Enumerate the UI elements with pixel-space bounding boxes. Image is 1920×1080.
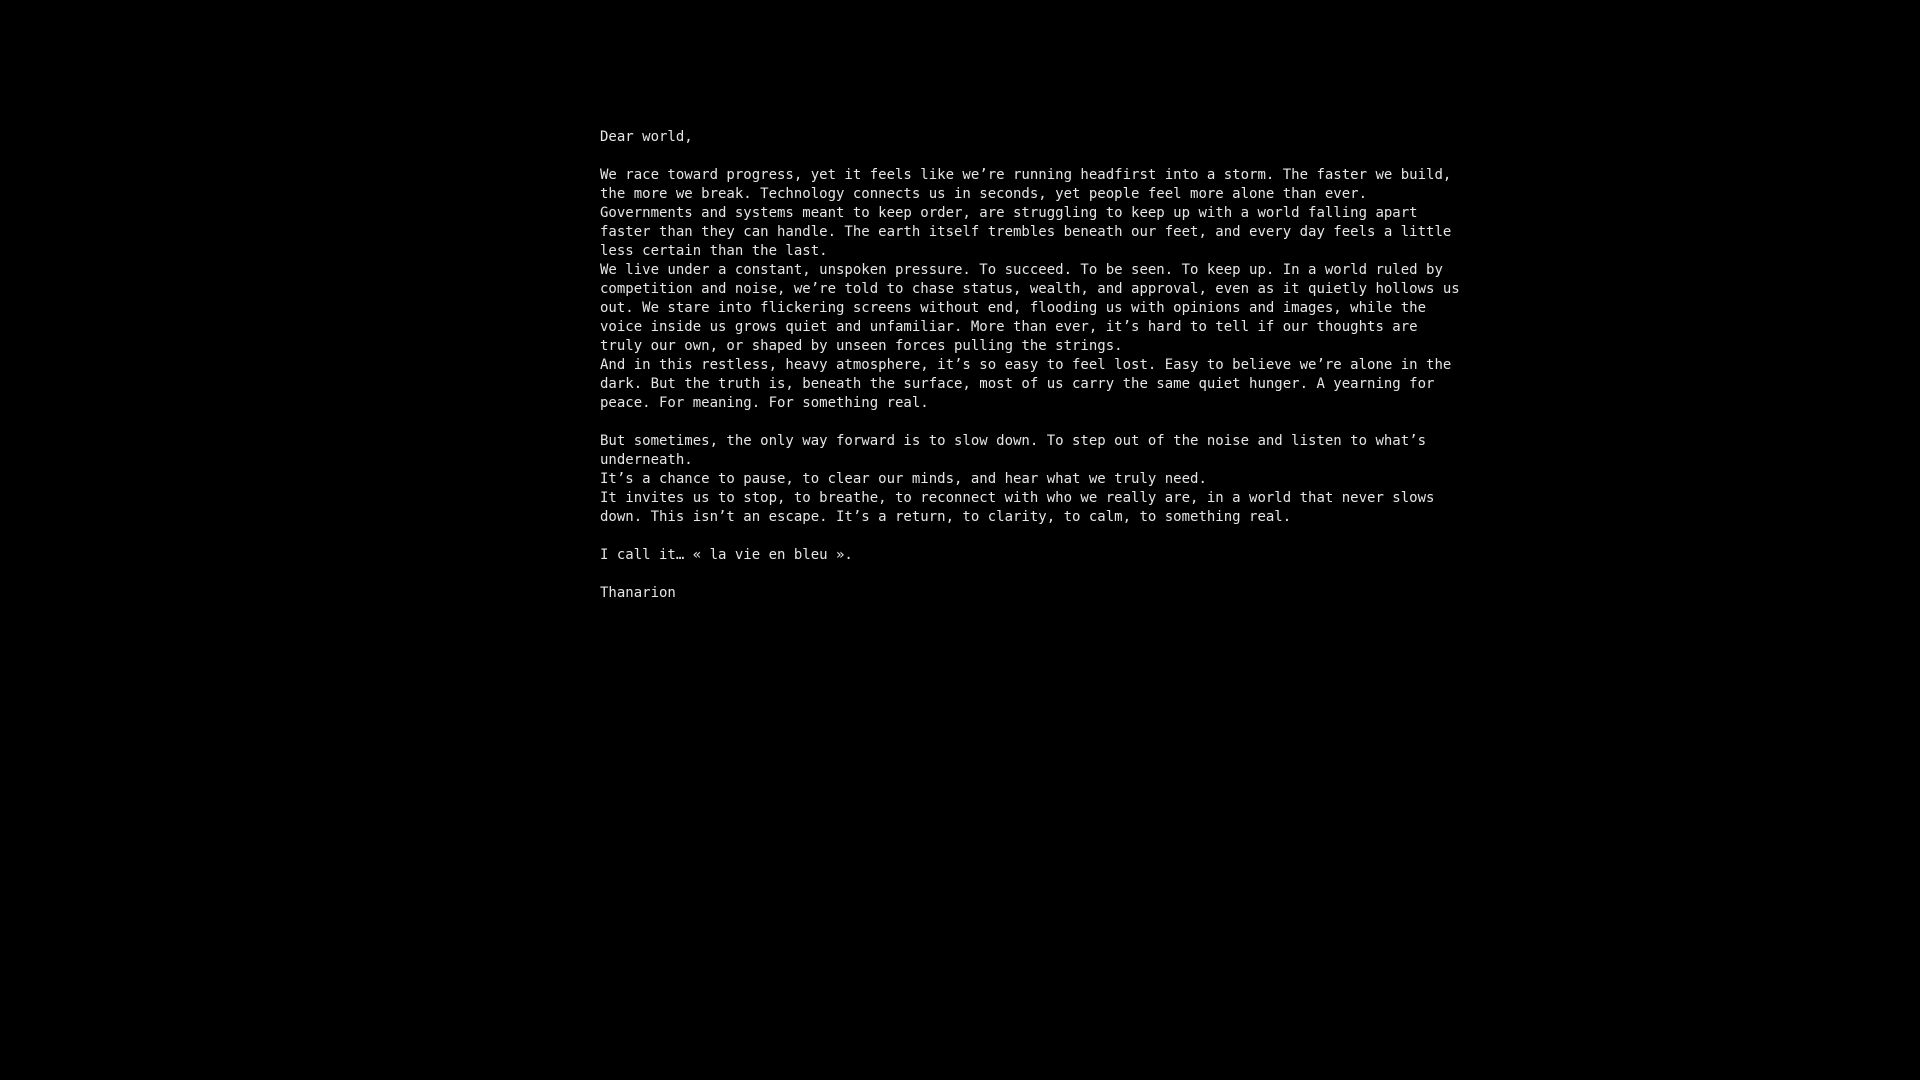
letter-line: competition and noise, we’re told to chase status, wealth, and approval, even as it quietly hollows us [600,281,1460,297]
letter-line: We race toward progress, yet it feels like we’re running headfirst into a storm. The faster we build, [600,167,1452,183]
letter-signature: Thanarion [600,585,676,601]
letter-line: underneath. [600,452,693,468]
paragraph-gap [600,147,1340,166]
letter-line: And in this restless, heavy atmosphere, it’s so easy to feel lost. Easy to believe we’re alone in the [600,357,1452,373]
letter-line: less certain than the last. [600,243,828,259]
letter-line: It invites us to stop, to breathe, to reconnect with who we really are, in a world that never slows [600,490,1435,506]
paragraph-gap [600,565,1340,584]
letter-line: the more we break. Technology connects us in seconds, yet people feel more alone than ever. [600,186,1368,202]
letter-greeting: Dear world, [600,129,693,145]
letter-line: dark. But the truth is, beneath the surface, most of us carry the same quiet hunger. A yearning for [600,376,1435,392]
paragraph-gap [600,413,1340,432]
letter-line: Governments and systems meant to keep order, are struggling to keep up with a world falling apart [600,205,1418,221]
letter-line: We live under a constant, unspoken pressure. To succeed. To be seen. To keep up. In a world ruled by [600,262,1443,278]
paragraph-gap [600,527,1340,546]
letter-line: voice inside us grows quiet and unfamiliar. More than ever, it’s hard to tell if our thoughts are [600,319,1418,335]
letter-body [600,128,1460,603]
letter-line: out. We stare into flickering screens without end, flooding us with opinions and images, while the [600,300,1427,316]
letter-line: peace. For meaning. For something real. [600,395,929,411]
letter-line: But sometimes, the only way forward is to slow down. To step out of the noise and listen to what’s [600,433,1427,449]
letter-closing: I call it… « la vie en bleu ». [600,547,853,563]
letter-line: faster than they can handle. The earth itself trembles beneath our feet, and every day feels a little [600,224,1452,240]
letter-line: down. This isn’t an escape. It’s a return, to clarity, to calm, to something real. [600,509,1292,525]
letter-line: truly our own, or shaped by unseen forces pulling the strings. [600,338,1123,354]
letter-line: It’s a chance to pause, to clear our minds, and hear what we truly need. [600,471,1207,487]
